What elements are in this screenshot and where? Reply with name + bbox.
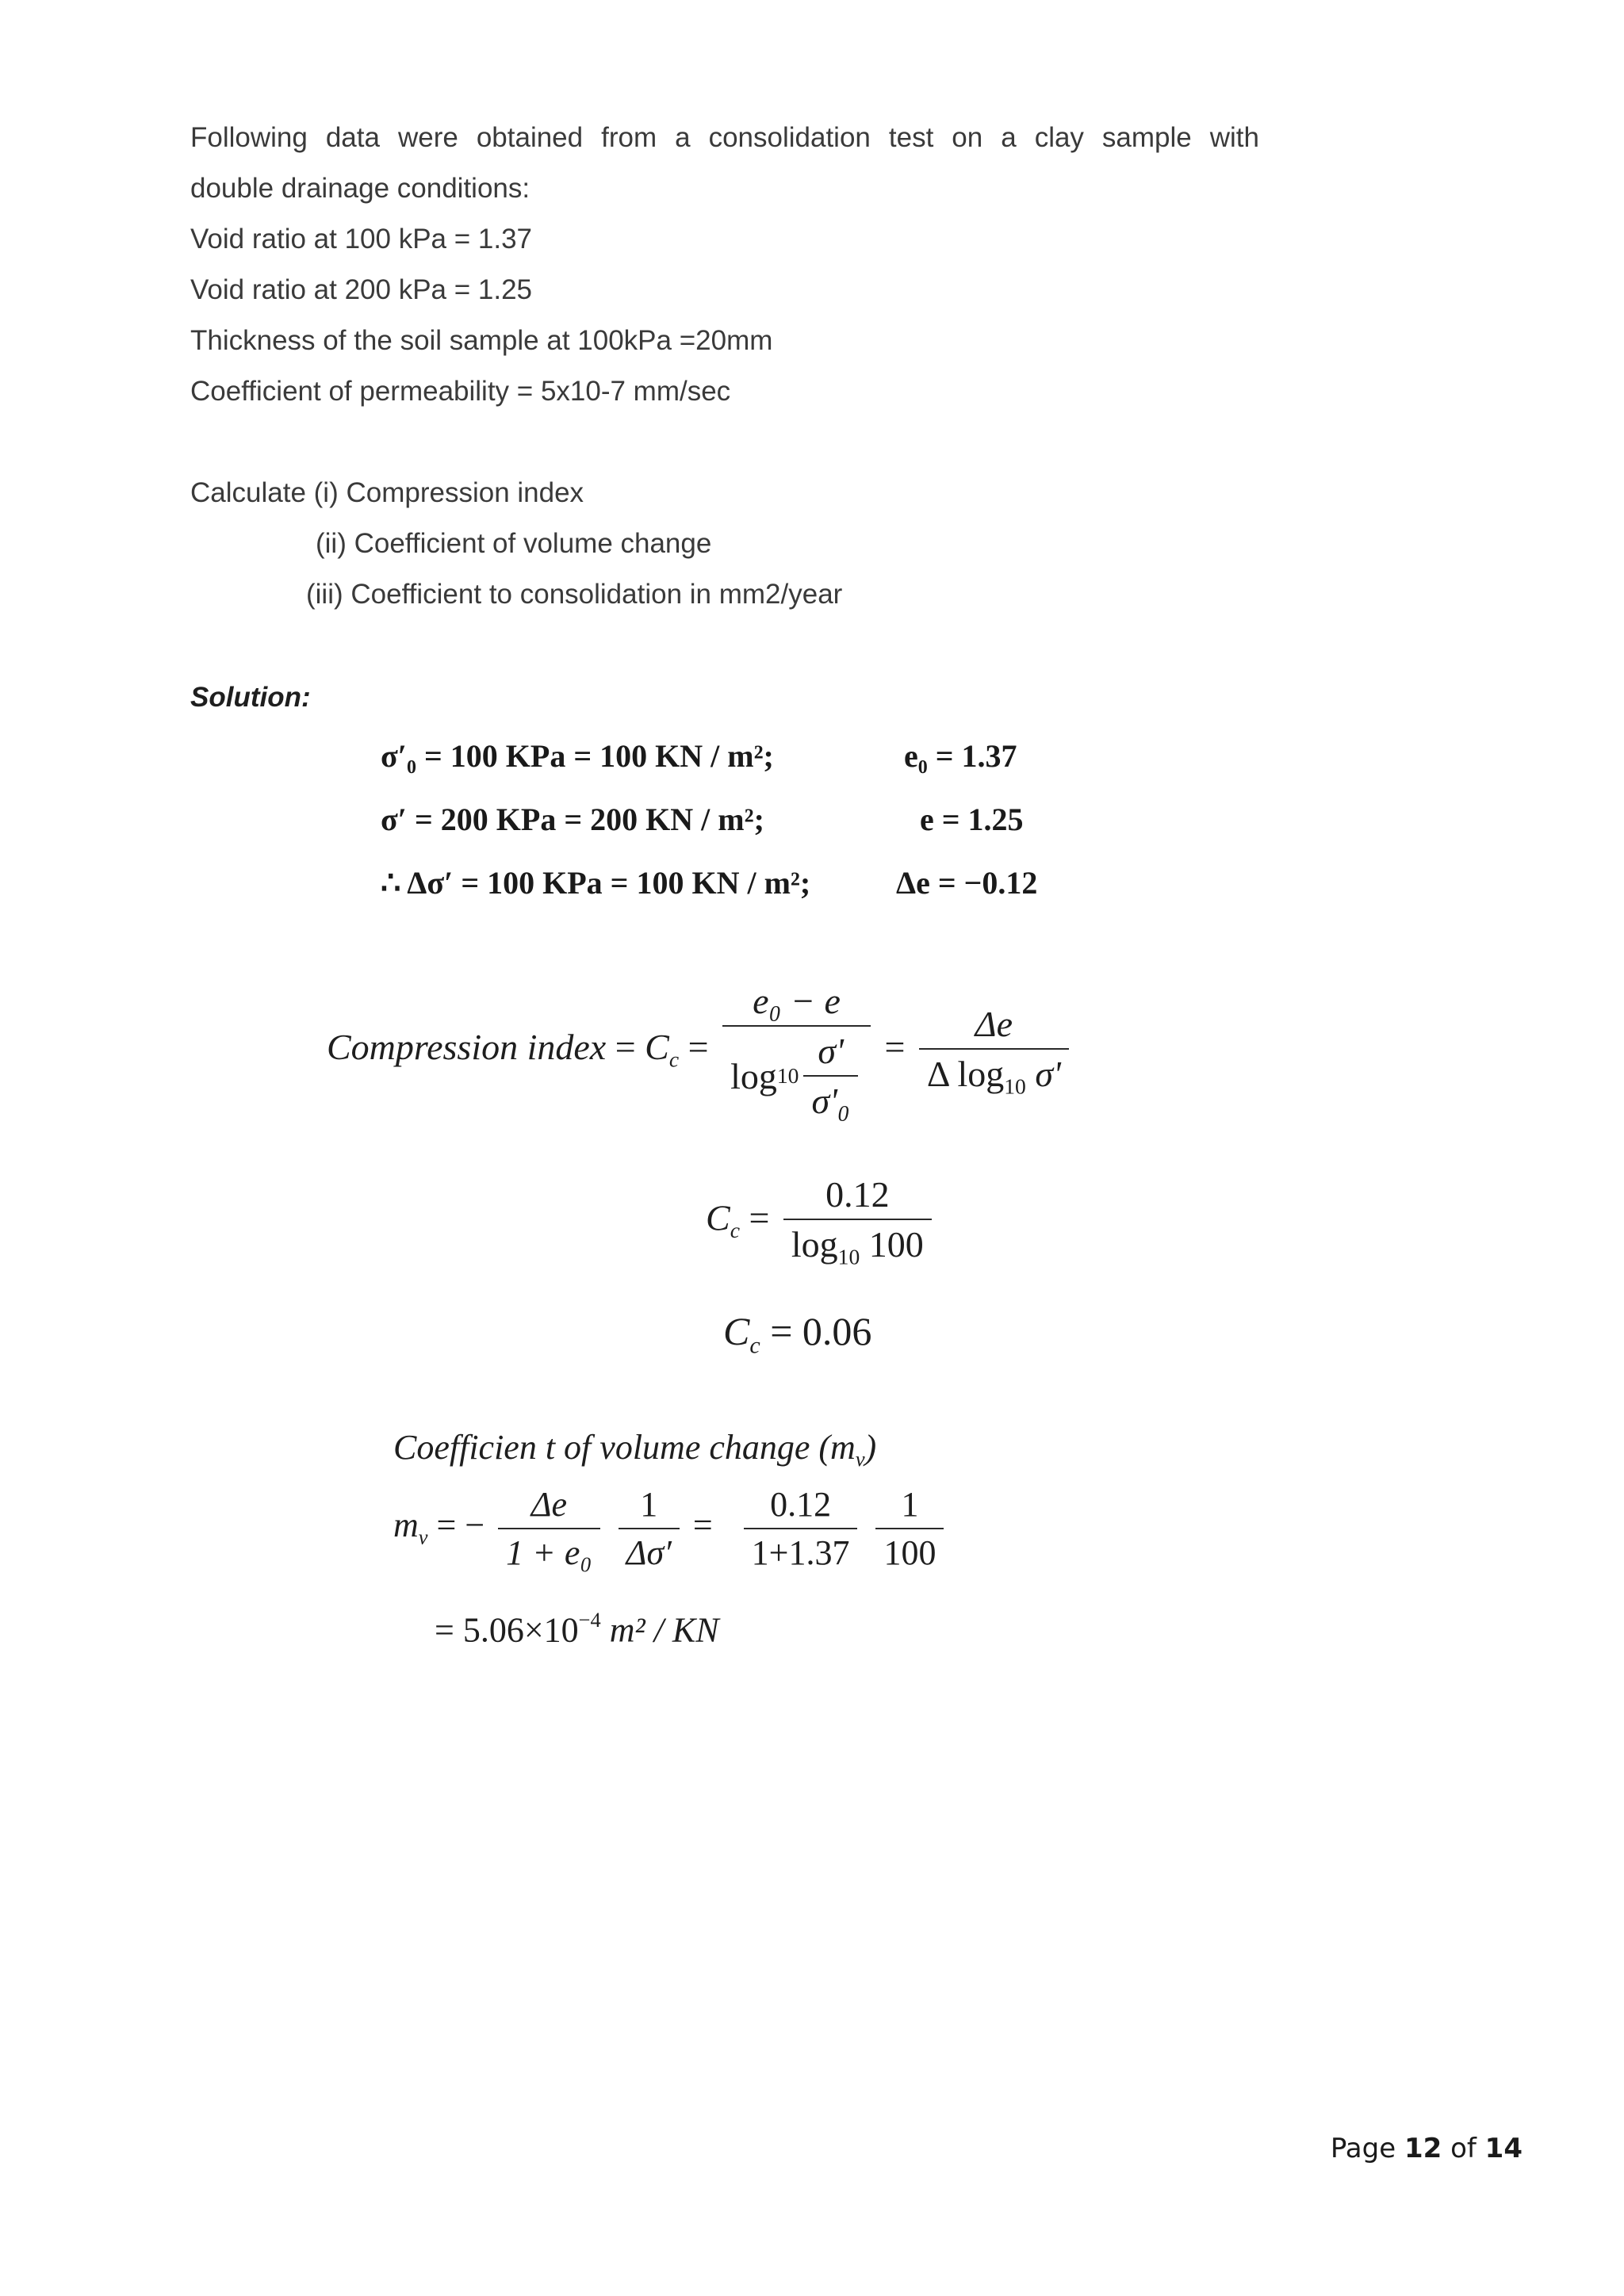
cc-symbol: C: [645, 1027, 669, 1068]
substitution-fraction: [783, 1173, 932, 1270]
fraction-2-denominator: [919, 1048, 1069, 1100]
substitution-numerator: 0.12: [825, 1174, 890, 1215]
compression-index-equation: Compression index = $C_c$ = e₀ − e log 10 $\frac{\sigma'}{\text{σ'₀}}$ = $\frac{\Delta e}{\Delta \log_{10} \sigma'}$: [327, 980, 1074, 1122]
fraction-1-numerator: e₀ − e: [753, 981, 841, 1021]
substitution-denominator: [783, 1219, 932, 1270]
intro-line-4: Void ratio at 200 kPa = 1.25: [190, 274, 533, 305]
substitution-log-value: 100: [868, 1224, 924, 1265]
cc-subscript: c: [668, 1047, 680, 1072]
mv-fraction-2-num: 1: [640, 1485, 658, 1524]
given-row-2-right: e = 1.25: [920, 802, 1024, 837]
mv-symbol: m: [393, 1506, 419, 1545]
intro-line-5: Thickness of the soil sample at 100kPa =20mm: [190, 325, 773, 356]
given-row-1-left: σ′₀ = 100 KPa = 100 KN / m²;: [381, 738, 774, 774]
volume-change-result-unit: m² / KN: [609, 1610, 719, 1650]
volume-change-heading: [393, 1427, 876, 1471]
mv-subscript: v: [418, 1525, 428, 1549]
volume-change-equation: $m_v$ = − $\frac{\Delta e}{\text{1 + e₀}}$ $\frac{1}{\Delta\sigma'}$ = $\frac{0.12}{1+1.37}$ $\frac{1}{100}$: [393, 1484, 948, 1573]
mv-fraction-3-den: 1+1.37: [744, 1528, 858, 1573]
mv-fraction-1-den: 1 + e₀: [498, 1528, 600, 1573]
compression-substitution: $C_c$ = $\frac{0.12}{\log_{10} 100}$: [706, 1173, 936, 1270]
volume-change-result: [435, 1608, 719, 1650]
mv-fraction-1: [498, 1484, 600, 1573]
delta-log-base: 10: [1004, 1073, 1026, 1099]
mv-fraction-3: [744, 1484, 858, 1573]
fraction-1-denominator: [722, 1025, 871, 1122]
fraction-2-numerator: Δe: [975, 1003, 1013, 1044]
volume-change-result-exponent: −4: [578, 1608, 601, 1632]
intro-line-6: Coefficient of permeability = 5x10-7 mm/sec: [190, 376, 731, 407]
volume-change-result-value: = 5.06×10: [435, 1610, 579, 1650]
compression-fraction-1: [722, 980, 871, 1122]
mv-fraction-2: [619, 1484, 680, 1573]
task-prefix: Calculate: [190, 477, 306, 508]
mv-fraction-4-den: 100: [875, 1528, 944, 1573]
compression-fraction-2: [919, 1003, 1069, 1100]
intro-line-3: Void ratio at 100 kPa = 1.37: [190, 224, 533, 254]
delta-log-sigma: σ': [1035, 1053, 1061, 1094]
volume-change-heading-sub: v: [855, 1447, 865, 1471]
given-row-2-left: σ′ = 200 KPa = 200 KN / m²;: [381, 802, 764, 837]
task-item-2: (ii) Coefficient of volume change: [316, 528, 712, 559]
compression-result-value: = 0.06: [770, 1309, 872, 1353]
sigma-numerator: σ': [818, 1031, 844, 1071]
cc-symbol-2: C: [706, 1197, 730, 1238]
cc-symbol-3: C: [723, 1309, 750, 1353]
task-line-1: [190, 477, 584, 509]
substitution-log-base: 10: [837, 1244, 860, 1269]
total-pages: 14: [1484, 2133, 1522, 2164]
intro-line-2: double drainage conditions:: [190, 173, 530, 204]
page-word: Page: [1330, 2133, 1396, 2164]
task-item-1: (i) Compression index: [313, 477, 584, 508]
mv-fraction-1-num: Δe: [530, 1485, 568, 1524]
of-word: of: [1450, 2133, 1477, 2164]
sigma-denominator: σ'₀: [803, 1075, 858, 1122]
compression-index-label: Compression index: [327, 1027, 607, 1068]
task-item-3: (iii) Coefficient to consolidation in mm2/year: [306, 579, 843, 610]
solution-label: Solution:: [190, 682, 311, 713]
cc-subscript-3: c: [749, 1332, 760, 1359]
mv-fraction-4: [875, 1484, 944, 1573]
volume-change-heading-close: ): [864, 1428, 877, 1467]
mv-fraction-2-den: Δσ′: [619, 1528, 680, 1573]
cc-subscript-2: c: [730, 1218, 740, 1243]
page-number: [1331, 2133, 1522, 2164]
given-row-3-left: ∴ Δσ′ = 100 KPa = 100 KN / m²;: [381, 865, 811, 901]
current-page: 12: [1404, 2133, 1442, 2164]
substitution-log: log: [791, 1224, 838, 1265]
delta-log-text: Δ log: [926, 1053, 1005, 1094]
compression-result: [723, 1308, 871, 1360]
given-row-1-right: e₀ = 1.37: [904, 738, 1017, 774]
log-base: 10: [776, 1063, 799, 1088]
volume-change-heading-text: Coefficien t of volume change (m: [393, 1428, 856, 1467]
intro-line-1: Following data were obtained from a consolidation test on a clay sample with: [190, 122, 1259, 153]
mv-fraction-3-num: 0.12: [770, 1485, 832, 1524]
log-text: log: [730, 1055, 777, 1096]
sigma-ratio: [803, 1030, 858, 1122]
given-row-3-right: Δe = −0.12: [896, 865, 1038, 901]
mv-fraction-4-num: 1: [901, 1485, 919, 1524]
